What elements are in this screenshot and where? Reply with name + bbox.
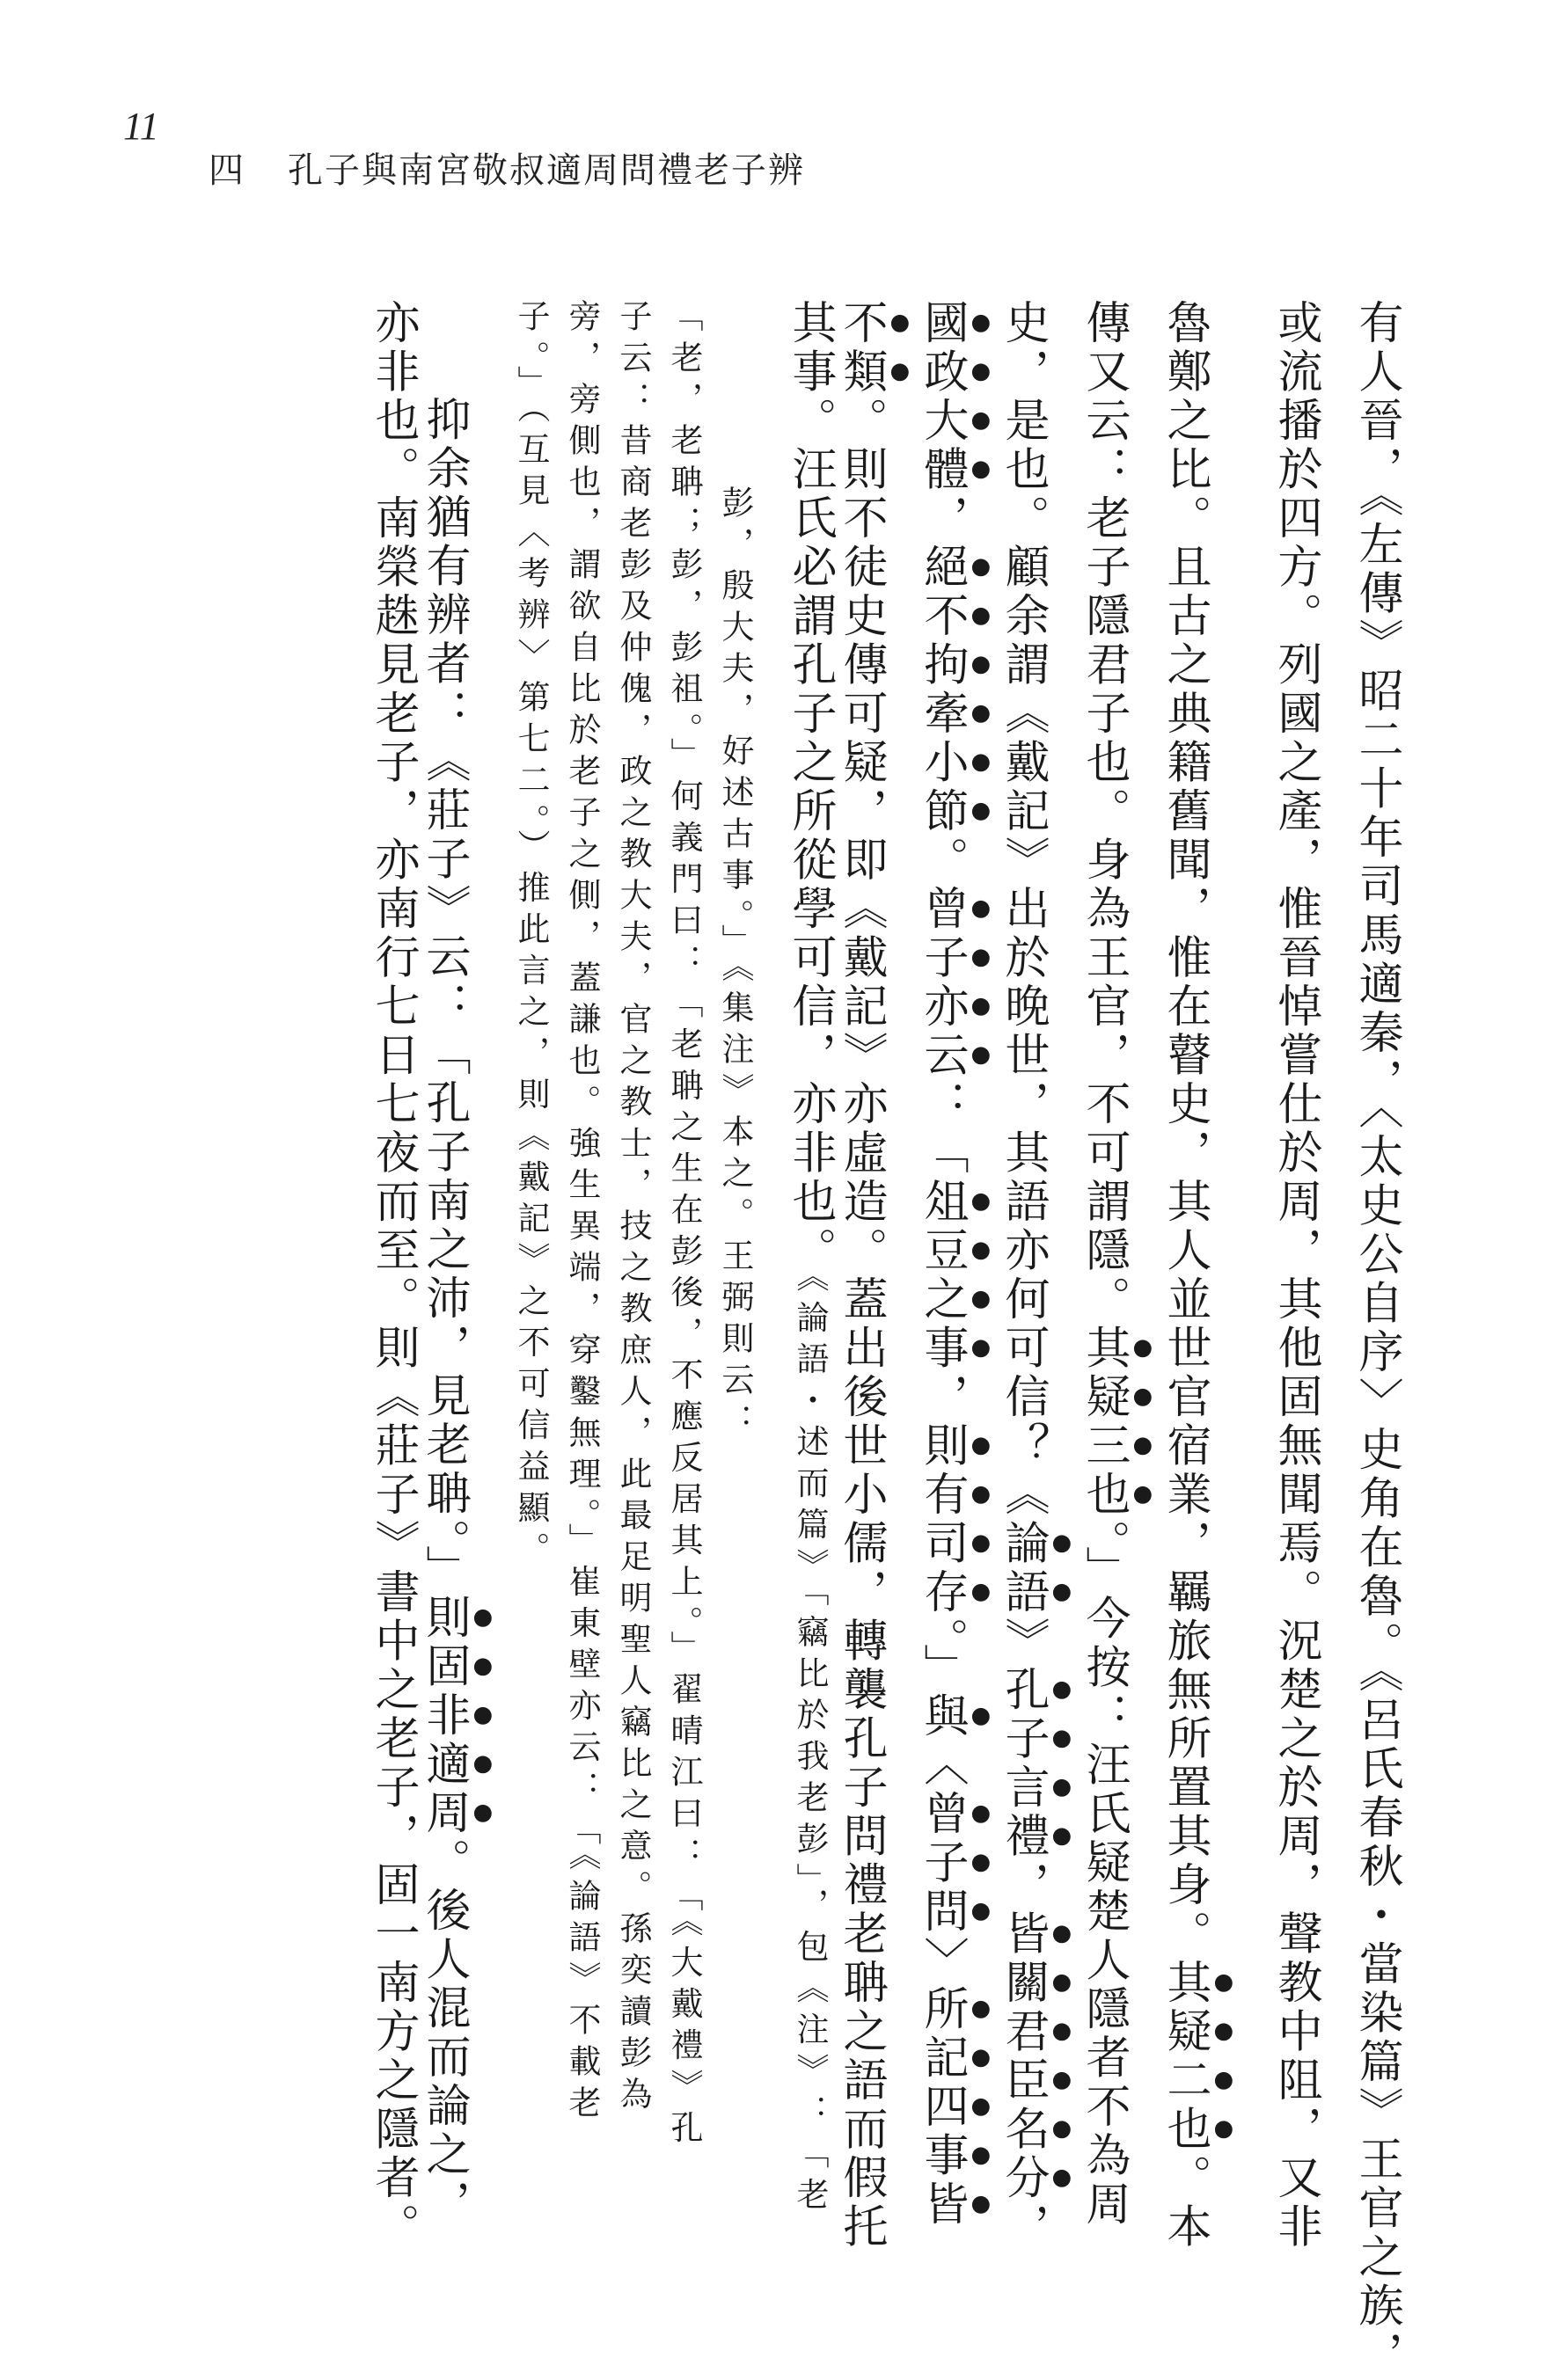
text-segment: 旁，旁側也，謂欲自比於老子之側，蓋謙也。強生異端，穿鑿無理。」崔東壁亦云：「《論語》不載老 [563,299,601,2127]
text-column [1075,299,1156,2230]
text-column [1156,299,1237,2252]
annotation-column [598,299,652,2118]
text-column [751,299,836,2219]
annotation-column [496,299,550,1935]
text-segment: 傳又云：老子隱君子也。身為王官，不可謂隱。 [1078,299,1130,1325]
text-column [994,299,1075,2252]
emphasized-text: 《論語》孔子言禮，皆關君臣名分 [997,1471,1049,2203]
text-segment: 有人晉，《左傳》昭二十年司馬適秦，〈太史公自序〉史角在魯。《呂氏春秋・當染篇》王官之族， [1350,299,1402,2380]
text-segment: 抑余猶有辨者：《莊子》云：「孔子南之沛，見老聃。」 [418,396,470,1594]
text-segment: ， [916,1373,968,1422]
chapter-number: 四 [209,150,245,191]
running-head [209,142,805,193]
text-segment: 。 [916,836,968,885]
emphasized-text: 絕不拘牽小節 [916,543,968,836]
annotation-column [649,299,703,2152]
text-segment: 子云：昔商老彭及仲傀，政之教大夫，官之教士，技之教庶人，此最足明聖人竊比之意。孫奕讀彭為 [614,299,652,2118]
text-segment: ， [997,2202,1049,2252]
text-segment: ：「 [916,1080,968,1178]
chapter-title: 孔子與南宮敬叔適周問禮老子辨 [288,150,805,191]
text-column [913,299,994,2230]
vertical-text-body [167,299,1402,2380]
text-column [334,299,419,2252]
emphasized-text: 不類 [835,299,887,397]
emphasized-text: 俎豆之事 [916,1178,968,1373]
text-column [1237,299,1321,2252]
text-column [415,299,496,2229]
text-segment: 史，是也。顧余謂《戴記》出於晚世，其語亦何可信？ [997,299,1049,1471]
emphasized-text: 則固非適周 [418,1594,470,1838]
text-segment: 亦非也。南榮趎見老子，亦南行七日七夜而至。則《莊子》書中之老子，固一南方之隱者。 [367,299,419,2252]
text-segment: 。後人混而論之， [418,1837,470,2229]
text-column [832,299,913,2252]
text-segment: 。則不徒史傳可疑，即《戴記》亦虛造。蓋出後世小儒，轉襲孔子問禮老聃之語而假托 [835,397,887,2252]
text-segment: 或流播於四方。列國之產，惟晉悼嘗仕於周，其他固無聞焉。況楚之於周，聲教中阻，又非 [1270,299,1321,2252]
emphasized-text: 國政大體 [916,299,968,494]
emphasized-text: 其疑二也 [1159,1959,1211,2154]
inline-annotation: 《論語・述而篇》「竊比於我老彭」，包《注》：「老 [791,1275,829,2219]
text-segment: 「老，老聃；彭，彭祖。」何義門曰：「老聃之生在彭後，不應反居其上。」翟晴江曰：「《大戴禮》孔 [665,299,703,2152]
annotation-column [547,299,601,2127]
text-segment: 。」今按：汪氏疑楚人隱者不為周 [1078,1519,1130,2230]
text-segment: 子。」（互見〈考辨〉第七二。）推此言之，則《戴記》之不可信益顯。 [512,299,550,1573]
emphasized-text: 曾子亦云 [916,885,968,1080]
emphasized-text: 與〈曾子問〉所記四事皆 [916,1692,968,2230]
emphasized-text: 其疑三也 [1078,1324,1130,1520]
text-column [1318,299,1402,2380]
text-segment: ， [916,494,968,544]
text-segment: 。本 [1159,2154,1211,2252]
annotation-column [700,299,754,1935]
text-segment: 彭，殷大夫，好述古事。」《集注》本之。王弼則云： [716,485,754,1445]
text-segment: 。」 [916,1617,968,1692]
text-segment: 其事。汪氏必謂孔子之所從學可信，亦非也。 [784,299,836,1275]
emphasized-text: 則有司存 [916,1421,968,1617]
page-number: 11 [123,105,159,148]
text-segment: 魯鄭之比。且古之典籍舊聞，惟在瞽史，其人並世官宿業，羈旅無所置其身。 [1159,299,1211,1959]
